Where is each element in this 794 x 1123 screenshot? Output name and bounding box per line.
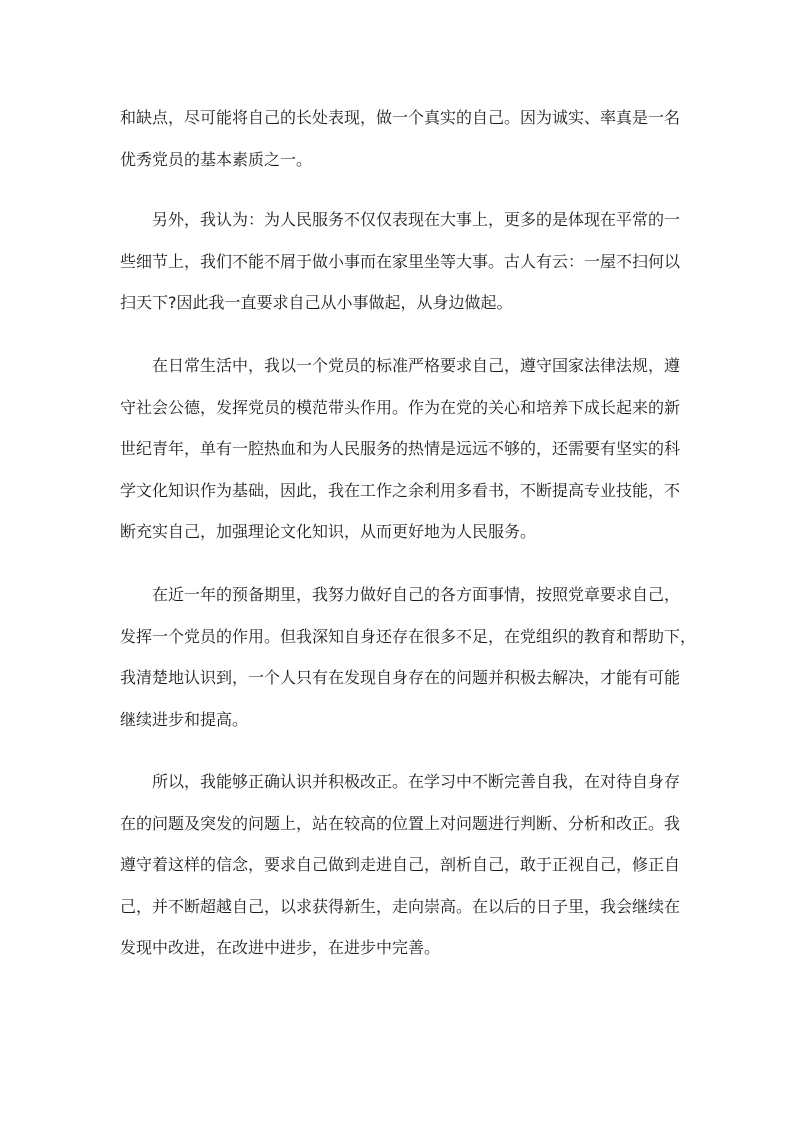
paragraph-line: 另外，我认为：为人民服务不仅仅表现在大事上，更多的是体现在平常的一: [152, 210, 681, 229]
paragraph-line: 些细节上，我们不能不屑于做小事而在家里坐等大事。古人有云：一屋不扫何以: [120, 251, 681, 271]
paragraph-line: 断充实自己，加强理论文化知识，从而更好地为人民服务。: [120, 522, 537, 542]
paragraph-4: [120, 574, 697, 740]
paragraph-3: [120, 345, 680, 553]
paragraph-line: 己，并不断超越自己，以求获得新生，走向崇高。在以后的日子里，我会继续在: [120, 896, 681, 916]
paragraph-line: 在的问题及突发的问题上，站在较高的位置上对问题进行判断、分析和改正。我: [120, 813, 681, 833]
paragraph-line: 守社会公德，发挥党员的模范带头作用。作为在党的关心和培养下成长起来的新: [120, 397, 681, 417]
paragraph-line: 世纪青年，单有一腔热血和为人民服务的热情是远远不够的，还需要有坚实的科: [120, 439, 681, 459]
paragraph-line: 学文化知识作为基础，因此，我在工作之余利用多看书，不断提高专业技能，不: [120, 480, 681, 500]
paragraph-line: 我清楚地认识到，一个人只有在发现自身存在的问题并积极去解决，才能有可能: [120, 668, 681, 688]
paragraph-line: 发现中改进，在改进中进步，在进步中完善。: [120, 938, 441, 958]
paragraph-line: 所以，我能够正确认识并积极改正。在学习中不断完善自我，在对待自身存: [152, 772, 681, 791]
paragraph-1: [120, 97, 680, 180]
paragraph-line: 发挥一个党员的作用。但我深知自身还存在很多不足，在党组织的教育和帮助下，: [120, 626, 697, 646]
paragraph-2: [120, 199, 680, 324]
paragraph-line: 在近一年的预备期里，我努力做好自己的各方面事情，按照党章要求自己，: [152, 585, 681, 604]
paragraph-line: 在日常生活中，我以一个党员的标准严格要求自己，遵守国家法律法规，遵: [152, 356, 681, 375]
paragraph-line: 和缺点，尽可能将自己的长处表现，做一个真实的自己。因为诚实、率真是一名: [120, 108, 681, 127]
paragraph-5: [120, 761, 680, 969]
paragraph-line: 继续进步和提高。: [120, 709, 249, 729]
paragraph-line: 扫天下?因此我一直要求自己从小事做起，从身边做起。: [120, 293, 513, 313]
paragraph-line: 优秀党员的基本素质之一。: [120, 149, 313, 169]
paragraph-line: 遵守着这样的信念，要求自己做到走进自己，剖析自己，敢于正视自己，修正自: [120, 855, 681, 875]
